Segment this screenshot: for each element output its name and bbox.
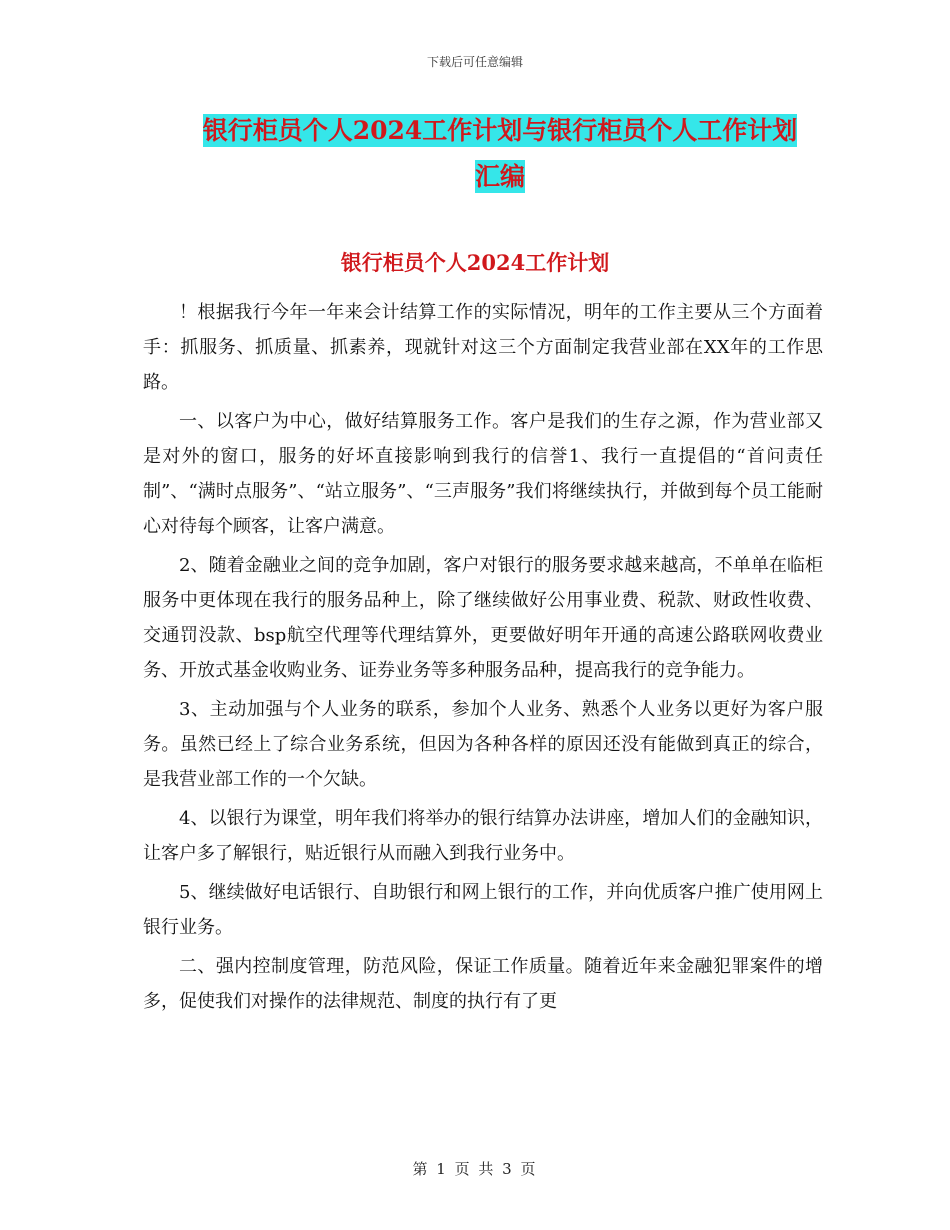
header-note: 下载后可任意编辑 [426,55,523,69]
document-title-line-2: 汇编 [474,162,525,191]
paragraph-item-4: 4、以银行为课堂，明年我们将举办的银行结算办法讲座，增加人们的金融知识，让客户多了解银行，贴近银行从而融入到我行业务中。 [143,808,823,864]
paragraph-item-5: 5、继续做好电话银行、自助银行和网上银行的工作，并向优质客户推广使用网上银行业务。 [143,882,823,938]
section-title: 银行柜员个人2024工作计划 [340,250,610,275]
paragraph-intro: ！根据我行今年一年来会计结算工作的实际情况，明年的工作主要从三个方面着手：抓服务、抓质量、抓素养，现就针对这三个方面制定我营业部在XX年的工作思路。 [143,302,823,393]
page-footer: 第 1 页 共 3 页 [412,1160,538,1178]
body-text [143,295,823,1023]
document-title [140,108,860,200]
document-title-line-1: 银行柜员个人2024工作计划与银行柜员个人工作计划 [202,116,798,145]
paragraph-item-2: 2、随着金融业之间的竞争加剧，客户对银行的服务要求越来越高，不单单在临柜服务中更体现在我行的服务品种上，除了继续做好公用事业费、税款、财政性收费、交通罚没款、bsp航空代理等代理结算外，更要做好明年开通的高速公路联网收费业务、开放式基金收购业务、证券业务等多种服务品种，提高我行的竞争能力。 [143,555,823,681]
paragraph-section-2: 二、强内控制度管理，防范风险，保证工作质量。随着近年来金融犯罪案件的增多，促使我们对操作的法律规范、制度的执行有了更 [143,956,823,1012]
paragraph-section-1: 一、以客户为中心，做好结算服务工作。客户是我们的生存之源，作为营业部又是对外的窗口，服务的好坏直接影响到我行的信誉1、我行一直提倡的“首问责任制”、“满时点服务”、“站立服务”、“三声服务”我们将继续执行，并做到每个员工能耐心对待每个顾客，让客户满意。 [143,411,823,537]
paragraph-item-3: 3、主动加强与个人业务的联系，参加个人业务、熟悉个人业务以更好为客户服务。虽然已经上了综合业务系统，但因为各种各样的原因还没有能做到真正的综合，是我营业部工作的一个欠缺。 [143,699,823,790]
